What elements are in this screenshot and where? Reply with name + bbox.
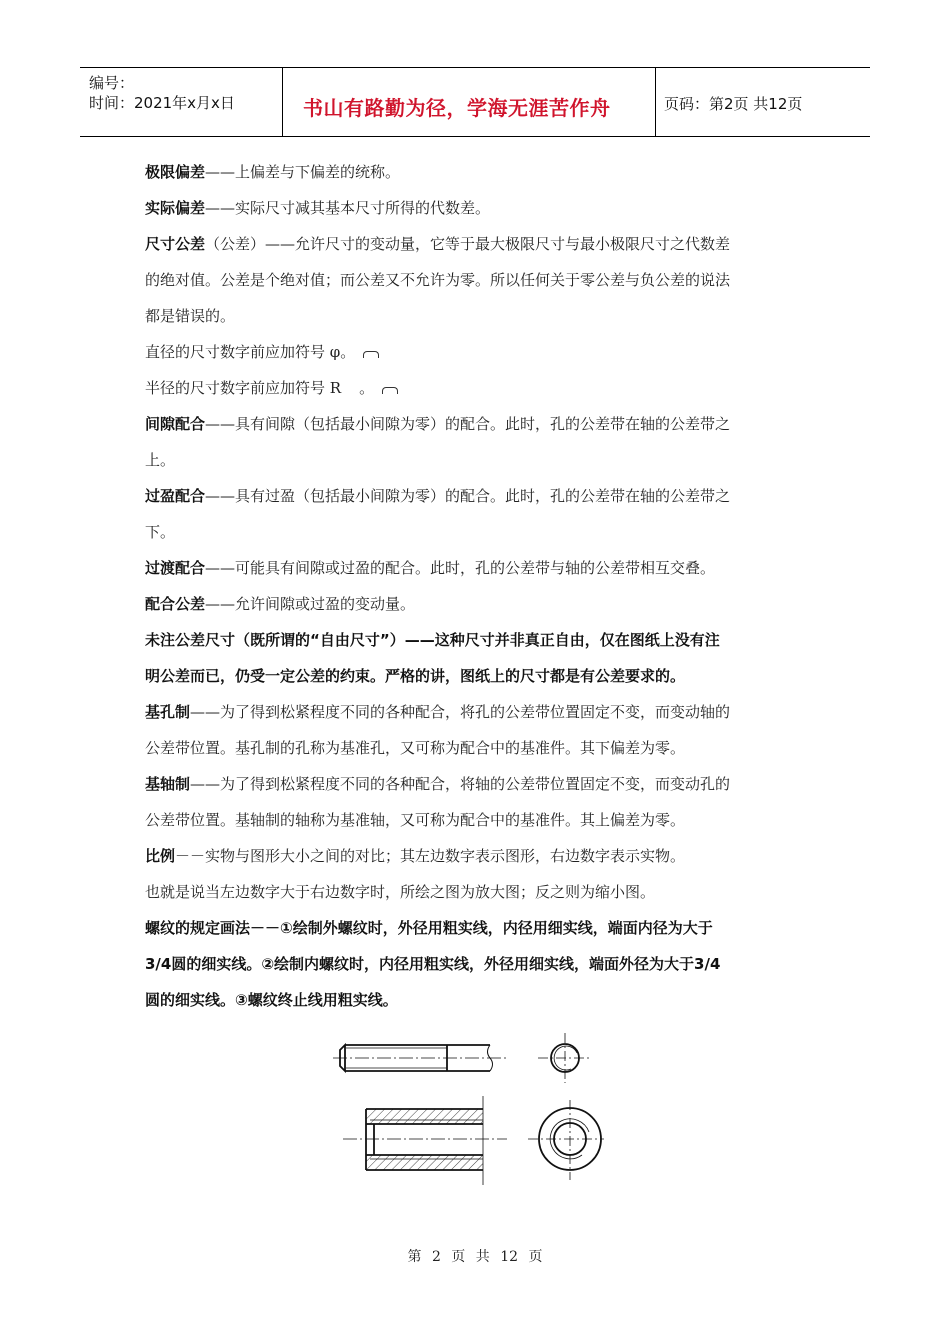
- external-thread-side-view: [333, 1045, 507, 1071]
- definition: ——具有间隙（包括最小间隙为零）的配合。此时，孔的公差带在轴的公差带之: [205, 415, 731, 433]
- term: 极限偏差: [145, 163, 206, 181]
- term: 比例: [145, 847, 176, 865]
- para-interference-fit-cont: [145, 514, 805, 550]
- term: 尺寸公差: [145, 235, 206, 253]
- para-free-dimension-cont: 明公差而已，仍受一定公差的约束。严格的讲，图纸上的尺寸都是有公差要求的。: [145, 667, 686, 685]
- internal-thread-section-view: [343, 1096, 507, 1185]
- text-line: 公差带位置。基轴制的轴称为基准轴，又可称为配合中的基准件。其上偏差为零。: [145, 811, 686, 829]
- header-motto-cell: [282, 68, 656, 136]
- para-transition-fit: [145, 550, 805, 586]
- definition: ——为了得到松紧程度不同的各种配合，将轴的公差带位置固定不变，而变动孔的: [190, 775, 731, 793]
- text-line: 都是错误的。: [145, 307, 236, 325]
- para-clearance-fit-cont: [145, 442, 805, 478]
- para-hole-basis-cont: [145, 730, 805, 766]
- para-thread-rule: 螺纹的规定画法－－①绘制外螺纹时，外径用粗实线，内径用细实线，端面内径为大于: [145, 919, 713, 937]
- para-tolerance: [145, 226, 805, 262]
- para-thread-rule-cont1: 3/4圆的细实线。②绘制内螺纹时，内径用粗实线，外径用细实线，端面外径为大于3/4: [145, 955, 721, 973]
- para-fit-tolerance: [145, 586, 805, 622]
- definition: ——实际尺寸减其基本尺寸所得的代数差。: [205, 199, 491, 217]
- term: 基孔制: [145, 703, 191, 721]
- text-line: 下。: [145, 523, 176, 541]
- number-label: 编号：: [89, 74, 135, 92]
- definition: ——为了得到松紧程度不同的各种配合，将孔的公差带位置固定不变，而变动轴的: [190, 703, 731, 721]
- para-clearance-fit: [145, 406, 805, 442]
- page-header: [80, 67, 870, 137]
- external-thread-end-view: [538, 1033, 592, 1083]
- body-text: [145, 154, 805, 1018]
- text-line: 的绝对值。公差是个绝对值；而公差又不允许为零。所以任何关于零公差与负公差的说法: [145, 271, 731, 289]
- term: 配合公差: [145, 595, 206, 613]
- text-line: 也就是说当左边数字大于右边数字时，所绘之图为放大图；反之则为缩小图。: [145, 883, 656, 901]
- term: 过盈配合: [145, 487, 206, 505]
- text-line-end: 。: [359, 379, 375, 397]
- para-tolerance-cont2: [145, 298, 805, 334]
- para-limit-deviation: [145, 154, 805, 190]
- header-right-cell: [655, 68, 870, 136]
- para-actual-deviation: [145, 190, 805, 226]
- arc-icon: [363, 351, 379, 358]
- para-radius-symbol: [145, 370, 805, 406]
- term: 基轴制: [145, 775, 191, 793]
- definition: ——允许间隙或过盈的变动量。: [205, 595, 416, 613]
- term: 过渡配合: [145, 559, 206, 577]
- definition: ——上偏差与下偏差的统称。: [205, 163, 401, 181]
- thread-drawing-figure: [320, 1020, 620, 1200]
- para-hole-basis: [145, 694, 805, 730]
- para-scale: [145, 838, 805, 874]
- definition: ——具有过盈（包括最小间隙为零）的配合。此时，孔的公差带在轴的公差带之: [205, 487, 731, 505]
- page-info: 页码：第2页 共12页: [664, 95, 803, 113]
- definition: －－实物与图形大小之间的对比；其左边数字表示图形，右边数字表示实物。: [175, 847, 686, 865]
- motto: 书山有路勤为径，学海无涯苦作舟: [303, 96, 611, 120]
- para-free-dimension: 未注公差尺寸（既所谓的“自由尺寸”）——这种尺寸并非真正自由，仅在图纸上没有注: [145, 631, 720, 649]
- internal-thread-end-view: [528, 1100, 604, 1180]
- text-line: 直径的尺寸数字前应加符号 φ。: [145, 343, 356, 361]
- time-label: 时间：2021年x月x日: [89, 94, 235, 112]
- para-diameter-symbol: [145, 334, 805, 370]
- definition: （公差）——允许尺寸的变动量，它等于最大极限尺寸与最小极限尺寸之代数差: [205, 235, 731, 253]
- para-shaft-basis: [145, 766, 805, 802]
- page-footer: 第 2 页 共 12 页: [407, 1249, 543, 1265]
- text-line: 上。: [145, 451, 176, 469]
- text-line: 公差带位置。基孔制的孔称为基准孔，又可称为配合中的基准件。其下偏差为零。: [145, 739, 686, 757]
- term: 实际偏差: [145, 199, 206, 217]
- para-shaft-basis-cont: [145, 802, 805, 838]
- header-left-cell: [80, 68, 282, 136]
- para-interference-fit: [145, 478, 805, 514]
- para-thread-rule-cont2: 圆的细实线。③螺纹终止线用粗实线。: [145, 991, 398, 1009]
- para-tolerance-cont1: [145, 262, 805, 298]
- text-line: 半径的尺寸数字前应加符号 R: [145, 379, 342, 397]
- term: 间隙配合: [145, 415, 206, 433]
- para-scale-cont: [145, 874, 805, 910]
- definition: ——可能具有间隙或过盈的配合。此时，孔的公差带与轴的公差带相互交叠。: [205, 559, 716, 577]
- arc-icon: [382, 387, 398, 394]
